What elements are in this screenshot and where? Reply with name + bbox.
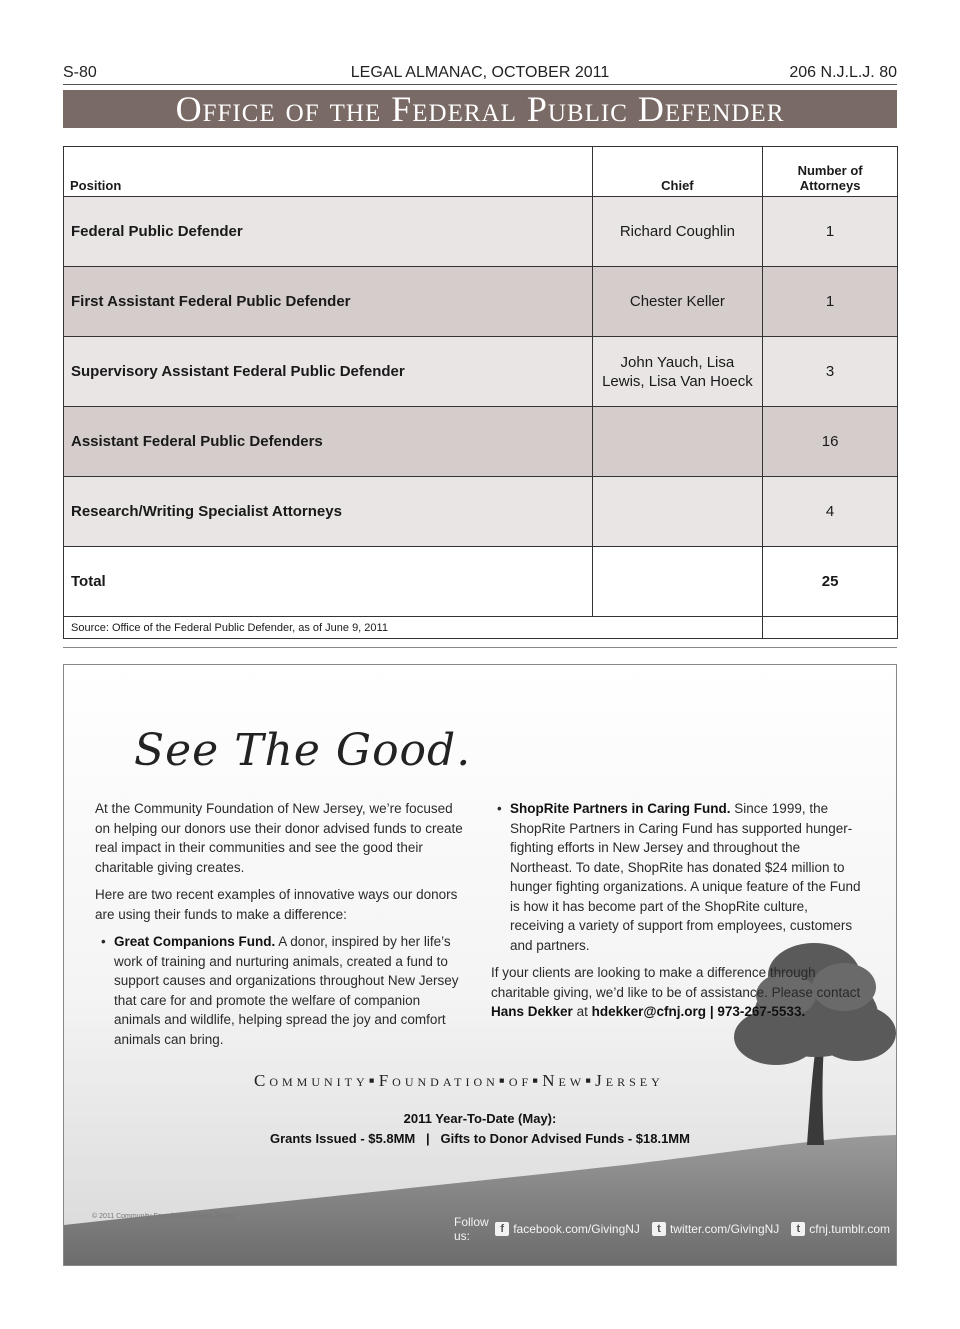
table-row	[64, 407, 898, 477]
count-cell: 16	[763, 407, 898, 477]
table-total-row	[64, 547, 898, 617]
chief-cell	[592, 477, 763, 547]
column-header-position: Position	[64, 147, 593, 197]
table-row	[64, 267, 898, 337]
contact-separator: |	[709, 1004, 714, 1019]
chief-cell: Chester Keller	[592, 267, 763, 337]
ytd-stats	[64, 1109, 896, 1149]
copyright: © 2011 Community Foundation of New Jersey	[92, 1213, 235, 1220]
ad-left-column	[95, 799, 463, 1057]
count-cell: 4	[763, 477, 898, 547]
table-row	[64, 337, 898, 407]
twitter-text: twitter.com/GivingNJ	[669, 1222, 780, 1236]
ad-examples-intro: Here are two recent examples of innovative ways our donors are using their funds to make a difference:	[95, 887, 458, 922]
advertisement	[63, 664, 897, 1266]
position-cell: Supervisory Assistant Federal Public Defender	[64, 337, 593, 407]
foundation-logo-text: Community▪Foundation▪of▪New▪Jersey	[254, 1071, 664, 1090]
chief-cell: Richard Coughlin	[592, 197, 763, 267]
ad-headline: See The Good.	[134, 725, 472, 776]
contact-phone: 973-267-5533.	[717, 1004, 806, 1019]
table-source-row	[64, 617, 898, 639]
count-cell: 1	[763, 197, 898, 267]
bullet-title: ShopRite Partners in Caring Fund.	[510, 801, 731, 816]
bullet-dot-icon: •	[101, 934, 106, 949]
count-cell: 3	[763, 337, 898, 407]
ad-closing	[491, 963, 861, 1022]
section-divider	[63, 647, 897, 648]
position-cell: Federal Public Defender	[64, 197, 593, 267]
tumblr-text: cfnj.tumblr.com	[809, 1222, 890, 1236]
attorney-table	[63, 146, 898, 639]
column-header-chief: Chief	[592, 147, 763, 197]
citation: 206 N.J.L.J. 80	[789, 64, 897, 81]
page-number: S-80	[63, 64, 97, 81]
tumblr-icon: t	[791, 1222, 805, 1236]
chief-cell	[592, 407, 763, 477]
ad-intro: At the Community Foundation of New Jersey, we’re focused on helping our donors use their donor advised funds to create real impact in their communities and see the good their charitable giving creates.	[95, 801, 463, 875]
section-banner: Office of the Federal Public Defender	[63, 90, 897, 128]
page-header	[63, 62, 897, 85]
facebook-text: facebook.com/GivingNJ	[513, 1222, 640, 1236]
stats-line: Grants Issued - $5.8MM | Gifts to Donor Advised Funds - $18.1MM	[270, 1131, 690, 1146]
bullet-great-companions	[95, 932, 463, 1049]
position-cell: Total	[64, 547, 593, 617]
position-cell: Assistant Federal Public Defenders	[64, 407, 593, 477]
count-cell: 1	[763, 267, 898, 337]
source-empty-cell	[763, 617, 898, 639]
count-cell: 25	[763, 547, 898, 617]
bullet-text: A donor, inspired by her life’s work of training and nurturing animals, created a fund to support causes and organizations throughout New Jersey that care for and promote the welfare of companion animals and wildlife, helping spread the joy and comfort animals can bring.	[114, 934, 459, 1047]
table-row	[64, 197, 898, 267]
bullet-text: Since 1999, the ShopRite Partners in Caring Fund has supported hunger-fighting efforts in New Jersey and throughout the Northeast. To date, ShopRite has donated $24 million to hunger fighting organizations. A unique feature of the Fund is how it has become part of the ShopRite culture, receiving a variety of support from employees, customers and partners.	[510, 801, 861, 953]
bullet-dot-icon: •	[497, 801, 502, 816]
chief-cell: John Yauch, Lisa Lewis, Lisa Van Hoeck	[592, 337, 763, 407]
contact-name: Hans Dekker	[491, 1004, 573, 1019]
social-links	[454, 1215, 896, 1243]
ad-right-column	[491, 799, 861, 1030]
contact-email[interactable]: hdekker@cfnj.org	[591, 1004, 707, 1019]
facebook-link[interactable]	[495, 1222, 640, 1236]
twitter-link[interactable]	[652, 1222, 779, 1236]
table-row	[64, 477, 898, 547]
facebook-icon: f	[495, 1222, 509, 1236]
twitter-icon: t	[652, 1222, 666, 1236]
closing-text: If your clients are looking to make a difference through charitable giving, we’d like to be of assistance. Please contact	[491, 965, 861, 1000]
position-cell: First Assistant Federal Public Defender	[64, 267, 593, 337]
chief-cell	[592, 547, 763, 617]
stats-title: 2011 Year-To-Date (May):	[403, 1111, 557, 1126]
position-cell: Research/Writing Specialist Attorneys	[64, 477, 593, 547]
bullet-title: Great Companions Fund.	[114, 934, 276, 949]
column-header-count: Number of Attorneys	[763, 147, 898, 197]
table-header-row	[64, 147, 898, 197]
contact-at: at	[576, 1004, 588, 1019]
publication-title: LEGAL ALMANAC, OCTOBER 2011	[350, 64, 610, 81]
bullet-shoprite	[491, 799, 861, 955]
source-note: Source: Office of the Federal Public Defender, as of June 9, 2011	[64, 617, 763, 639]
tumblr-link[interactable]	[791, 1222, 890, 1236]
follow-label: Follow us:	[454, 1215, 489, 1243]
